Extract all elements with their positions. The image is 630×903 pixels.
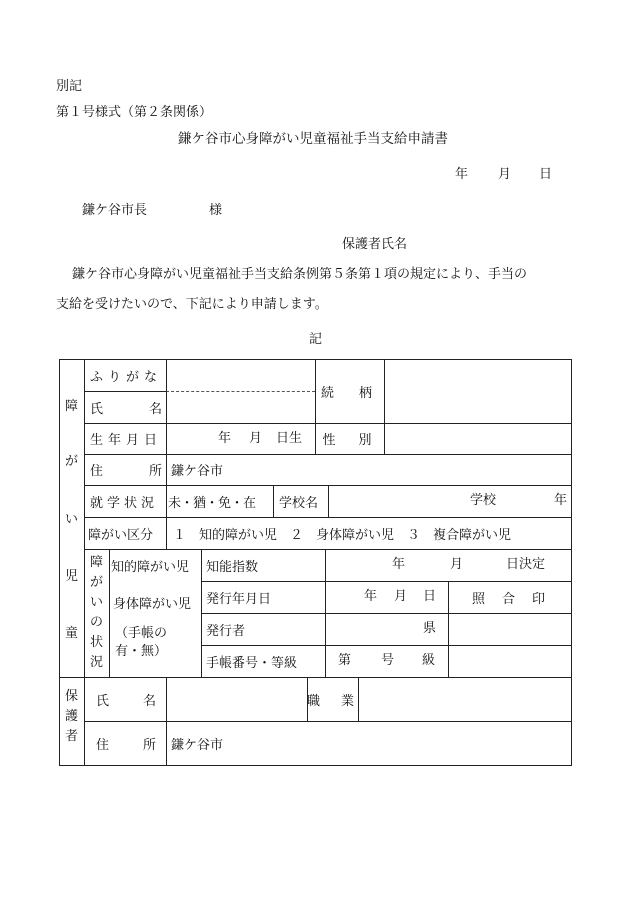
disability-class-options[interactable]: １ 知的障がい児 ２ 身体障がい児 ３ 複合障がい児 bbox=[173, 527, 512, 543]
ki-label: 記 bbox=[309, 332, 323, 347]
birth-day: 日生 bbox=[276, 431, 303, 446]
guardian-name-field[interactable] bbox=[167, 678, 306, 720]
notebook-label: （手帳の bbox=[115, 626, 168, 641]
status-side-char: 状 bbox=[90, 635, 104, 650]
occupation-label: 職 業 bbox=[307, 693, 359, 709]
table-border-right bbox=[571, 359, 572, 766]
issue-month: 月 bbox=[394, 589, 408, 604]
birth-month: 月 bbox=[249, 431, 263, 446]
row-divider bbox=[84, 721, 572, 722]
child-address-label: 住 所 bbox=[90, 464, 162, 479]
body-line-1: 鎌ケ谷市心身障がい児童福祉手当支給条例第５条第１項の規定により、手当の bbox=[72, 267, 528, 282]
table-border-bottom bbox=[59, 765, 572, 766]
occupation-field[interactable] bbox=[359, 678, 570, 720]
issue-date-label: 発行年月日 bbox=[206, 591, 272, 607]
sex-field[interactable] bbox=[385, 424, 570, 453]
physical-label: 身体障がい児 bbox=[113, 597, 192, 612]
child-name-field[interactable] bbox=[167, 392, 314, 422]
issuer-label: 発行者 bbox=[206, 623, 246, 639]
birth-year: 年 bbox=[218, 431, 232, 446]
seal-label: 照 合 印 bbox=[471, 591, 547, 607]
col-divider bbox=[201, 549, 202, 677]
number-prefix: 第 bbox=[338, 653, 352, 668]
addressee: 鎌ケ谷市長 bbox=[82, 203, 148, 218]
guardian-side-char: 護 bbox=[65, 709, 79, 724]
child-side-char: 児 bbox=[65, 569, 79, 584]
notebook-options[interactable]: 有・無） bbox=[115, 644, 168, 659]
iq-label: 知能指数 bbox=[206, 559, 259, 575]
child-side-char: が bbox=[65, 454, 79, 469]
col-divider bbox=[325, 549, 326, 677]
date-day: 日 bbox=[539, 167, 553, 182]
disability-class-label: 障がい区分 bbox=[88, 527, 154, 543]
guardian-name-label: 氏 名 bbox=[96, 693, 156, 709]
attachment-label: 別記 bbox=[56, 79, 83, 94]
issue-day: 日 bbox=[423, 589, 437, 604]
form-number: 第１号様式（第２条関係） bbox=[56, 105, 213, 120]
notebook-grade-label: 手帳番号・等級 bbox=[206, 655, 298, 671]
school-suffix: 学校 bbox=[470, 493, 497, 508]
status-side-char: い bbox=[90, 595, 104, 610]
school-name-label: 学校名 bbox=[279, 495, 319, 511]
guardian-name-label: 保護者氏名 bbox=[342, 237, 408, 252]
table-border-left bbox=[59, 359, 60, 766]
col-divider bbox=[84, 359, 85, 766]
issue-year: 年 bbox=[364, 589, 378, 604]
school-status-options[interactable]: 未・猶・免・在 bbox=[168, 495, 256, 511]
furigana-label: ふりがな bbox=[90, 370, 163, 385]
prefecture-suffix: 県 bbox=[423, 621, 437, 636]
status-side-char: の bbox=[90, 615, 104, 630]
iq-month: 月 bbox=[450, 557, 464, 572]
guardian-side-char: 者 bbox=[65, 729, 79, 744]
grade-level-suffix: 級 bbox=[422, 653, 436, 668]
child-name-label: 氏 名 bbox=[90, 402, 162, 417]
status-side-char: が bbox=[90, 575, 104, 590]
relation-label: 続 柄 bbox=[320, 385, 378, 401]
status-side-char: 況 bbox=[90, 655, 104, 670]
body-line-2: 支給を受けたいので、下記により申請します。 bbox=[56, 297, 328, 312]
col-divider bbox=[273, 485, 274, 517]
grade-suffix: 年 bbox=[554, 493, 568, 508]
guardian-address-value[interactable]: 鎌ケ谷市 bbox=[171, 737, 224, 753]
school-status-label: 就学状況 bbox=[90, 495, 159, 511]
iq-decision: 日決定 bbox=[506, 557, 546, 572]
child-side-char: い bbox=[65, 512, 79, 527]
seal-field[interactable] bbox=[449, 614, 570, 676]
honorific: 様 bbox=[209, 203, 223, 218]
document-title: 鎌ケ谷市心身障がい児童福祉手当支給申請書 bbox=[178, 131, 448, 147]
iq-year: 年 bbox=[392, 557, 406, 572]
col-divider bbox=[328, 485, 329, 517]
birth-date-label: 生年月日 bbox=[90, 433, 163, 448]
date-month: 月 bbox=[498, 167, 512, 182]
child-side-char: 童 bbox=[65, 626, 79, 641]
child-side-char: 障 bbox=[65, 399, 79, 414]
status-side-char: 障 bbox=[90, 555, 104, 570]
relation-field[interactable] bbox=[385, 360, 570, 422]
sex-label: 性 別 bbox=[322, 433, 377, 448]
number-suffix: 号 bbox=[381, 653, 395, 668]
guardian-side-char: 保 bbox=[65, 689, 79, 704]
intellectual-label: 知的障がい児 bbox=[111, 559, 190, 575]
date-year: 年 bbox=[455, 167, 469, 182]
furigana-field[interactable] bbox=[167, 360, 314, 390]
guardian-address-label: 住 所 bbox=[96, 737, 156, 753]
child-address-value[interactable]: 鎌ケ谷市 bbox=[171, 464, 224, 479]
col-divider bbox=[109, 549, 110, 677]
